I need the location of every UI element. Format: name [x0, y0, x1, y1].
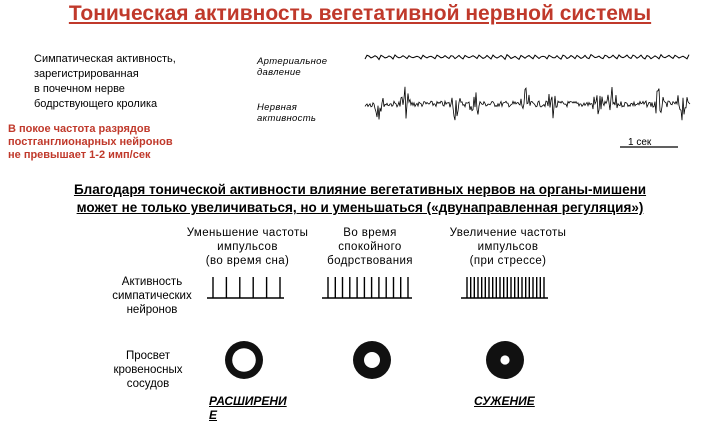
time-scale-label: 1 сек — [628, 137, 652, 148]
column-header-line: Увеличение частоты — [449, 227, 567, 239]
headline-line: может не только увеличиваться, но и уменьшаться («двунаправленная регуляция») — [76, 200, 644, 215]
column-header-line: (при стрессе) — [469, 255, 547, 267]
note-line: не превышает 1-2 имп/сек — [8, 149, 151, 161]
column-header-line: Во время — [343, 227, 397, 239]
row-label-line: нейронов — [126, 304, 178, 316]
row-label-line: Активность — [121, 276, 183, 288]
dilation-result — [209, 394, 287, 422]
row-label-line: сосудов — [126, 378, 170, 390]
vessel-lumen — [232, 348, 256, 372]
description-line: в почечном нерве — [34, 83, 125, 95]
vessel-lumen — [364, 352, 380, 368]
pressure-label-line: Артериальное — [257, 56, 328, 67]
pressure-label-line: давление — [257, 67, 302, 78]
dilation-line: РАСШИРЕНИ — [209, 394, 287, 408]
column-header-line: бодрствования — [327, 255, 413, 267]
description-line: зарегистрированная — [34, 68, 139, 80]
nerve-label-line: Нервная — [257, 102, 298, 113]
row-label-line: симпатических — [112, 290, 192, 302]
column-header-line: (во время сна) — [205, 255, 290, 267]
constriction-result: СУЖЕНИЕ — [474, 394, 535, 408]
headline-line: Благодаря тонической активности влияние вегетативных нервов на органы-мишени — [73, 182, 647, 197]
column-header-line: импульсов — [477, 241, 539, 253]
nerve-label-line: активность — [257, 113, 317, 124]
description-line: бодрствующего кролика — [34, 98, 158, 110]
dilation-line: Е — [209, 408, 218, 422]
column-header-line: спокойного — [338, 241, 402, 253]
column-header-line: импульсов — [217, 241, 278, 253]
row-label-line: Просвет — [125, 350, 171, 362]
description-line: Симпатическая активность, — [34, 53, 176, 65]
page-title: Тоническая активность вегетативной нервной системы — [68, 2, 652, 25]
note-line: В покое частота разрядов — [8, 123, 151, 135]
vessel-lumen — [500, 355, 509, 364]
row-label-line: кровеносных — [113, 364, 183, 376]
column-header-line: Уменьшение частоты — [186, 227, 309, 239]
note-line: постганглионарных нейронов — [8, 136, 173, 148]
